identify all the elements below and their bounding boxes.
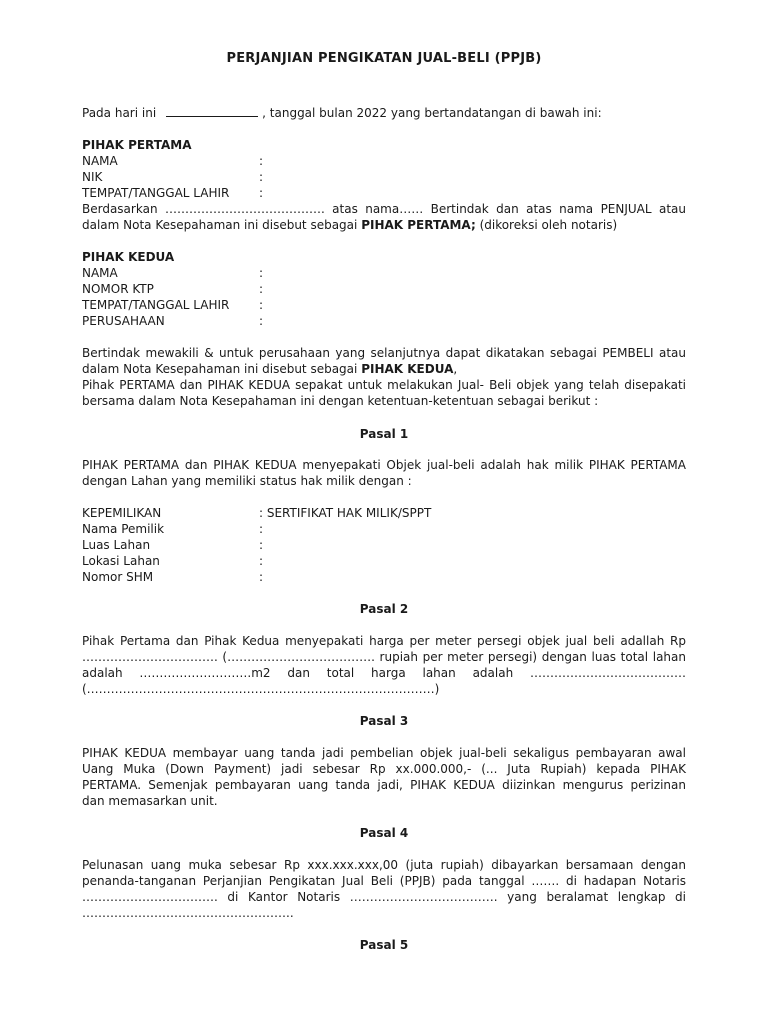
- pasal-3-heading: Pasal 3: [359, 714, 409, 728]
- para-bold-text: PIHAK KEDUA: [361, 362, 454, 376]
- field-colon: :: [259, 186, 264, 200]
- pasal-4-line: penanda-tanganan Perjanjian Pengikatan Jual Beli (PPJB) pada tanggal ……. di hadapan Notaris: [82, 874, 686, 888]
- intro-prefix: Pada hari ini: [82, 106, 157, 120]
- pasal-4-heading: Pasal 4: [359, 826, 409, 840]
- para-text: ,: [453, 362, 458, 376]
- field-colon: :: [259, 522, 264, 536]
- pasal-4-line: ……………………………. di Kantor Notaris ………………………………. yang beralamat lengkap di: [82, 890, 686, 904]
- field-colon: :: [259, 314, 264, 328]
- field-colon: :: [259, 298, 264, 312]
- field-label-lokasi-lahan: Lokasi Lahan: [82, 554, 160, 568]
- field-label-nomor-shm: Nomor SHM: [82, 570, 154, 584]
- pasal-3-line: PERTAMA. Semenjak pembayaran uang tanda jadi, PIHAK KEDUA diizinkan mengurus perizinan: [82, 778, 686, 792]
- field-label-nama: NAMA: [82, 266, 118, 280]
- pasal-3-line: Uang Muka (Down Payment) jadi sebesar Rp xx.000.000,- (... Juta Rupiah) kepada PIHAK: [82, 762, 686, 776]
- pihak-kedua-para-line: bersama dalam Nota Kesepahaman ini dengan ketentuan-ketentuan sebagai berikut :: [82, 394, 599, 408]
- field-colon: :: [259, 538, 264, 552]
- field-label-nama-pemilik: Nama Pemilik: [82, 522, 165, 536]
- pihak-kedua-para-line: Bertindak mewakili & untuk perusahaan yang selanjutnya dapat dikatakan sebagai PEMBELI atau: [82, 346, 686, 360]
- field-label-nik: NIK: [82, 170, 103, 184]
- field-colon: :: [259, 170, 264, 184]
- pasal-2-line: (……………………………………………………………………………): [82, 682, 440, 696]
- pasal-1-line: PIHAK PERTAMA dan PIHAK KEDUA menyepakati Objek jual-beli adalah hak milik PIHAK PERTAMA: [82, 458, 686, 472]
- day-blank-field: [166, 105, 258, 117]
- intro-suffix: , tanggal bulan 2022 yang bertandatangan di bawah ini:: [262, 106, 602, 120]
- field-label-ttl: TEMPAT/TANGGAL LAHIR: [82, 186, 230, 200]
- pihak-kedua-para-line: [82, 361, 457, 377]
- field-label-kepemilikan: KEPEMILIKAN: [82, 506, 162, 520]
- pasal-3-line: dan memasarkan unit.: [82, 794, 218, 808]
- field-colon: :: [259, 154, 264, 168]
- field-label-luas-lahan: Luas Lahan: [82, 538, 151, 552]
- field-label-perusahaan: PERUSAHAAN: [82, 314, 165, 328]
- para-text: dalam Nota Kesepahaman ini disebut sebagai: [82, 218, 362, 232]
- pihak-pertama-heading: PIHAK PERTAMA: [82, 138, 192, 152]
- pasal-2-heading: Pasal 2: [359, 602, 409, 616]
- field-label-nama: NAMA: [82, 154, 118, 168]
- pihak-pertama-para-line: [82, 217, 617, 233]
- intro-line: [82, 105, 602, 121]
- field-colon: :: [259, 570, 264, 584]
- para-text: (dikoreksi oleh notaris): [475, 218, 618, 232]
- para-text: dalam Nota Kesepahaman ini disebut sebagai: [82, 362, 362, 376]
- field-label-ttl: TEMPAT/TANGGAL LAHIR: [82, 298, 230, 312]
- document-title: PERJANJIAN PENGIKATAN JUAL-BELI (PPJB): [226, 51, 542, 66]
- pasal-4-line: Pelunasan uang muka sebesar Rp xxx.xxx.xxx,00 (juta rupiah) dibayarkan bersamaan dengan: [82, 858, 686, 872]
- pasal-1-heading: Pasal 1: [359, 427, 409, 441]
- pasal-5-heading: Pasal 5: [359, 938, 409, 952]
- para-bold-text: PIHAK PERTAMA;: [361, 218, 476, 232]
- pasal-4-line: ……………………………………………..: [82, 906, 294, 920]
- pasal-2-line: ……………………………. (………………………………. rupiah per meter persegi) dengan luas total lahan: [82, 650, 686, 664]
- pasal-1-line: dengan Lahan yang memiliki status hak milik dengan :: [82, 474, 412, 488]
- pasal-2-line: Pihak Pertama dan Pihak Kedua menyepakati harga per meter persegi objek jual beli adallah Rp: [82, 634, 686, 648]
- pihak-kedua-heading: PIHAK KEDUA: [82, 250, 175, 264]
- field-colon: :: [259, 554, 264, 568]
- field-colon: :: [259, 282, 264, 296]
- pihak-pertama-para-line: Berdasarkan …………………………………. atas nama…… Bertindak dan atas nama PENJUAL atau: [82, 202, 686, 216]
- kepemilikan-value: : SERTIFIKAT HAK MILIK/SPPT: [259, 506, 432, 520]
- pasal-3-line: PIHAK KEDUA membayar uang tanda jadi pembelian objek jual-beli sekaligus pembayaran awal: [82, 746, 686, 760]
- pihak-kedua-para-line: Pihak PERTAMA dan PIHAK KEDUA sepakat untuk melakukan Jual- Beli objek yang telah disepakati: [82, 378, 686, 392]
- pasal-2-line: adalah ……………………….m2 dan total harga lahan adalah …………………………………: [82, 666, 686, 680]
- field-label-nomor-ktp: NOMOR KTP: [82, 282, 154, 296]
- field-colon: :: [259, 266, 264, 280]
